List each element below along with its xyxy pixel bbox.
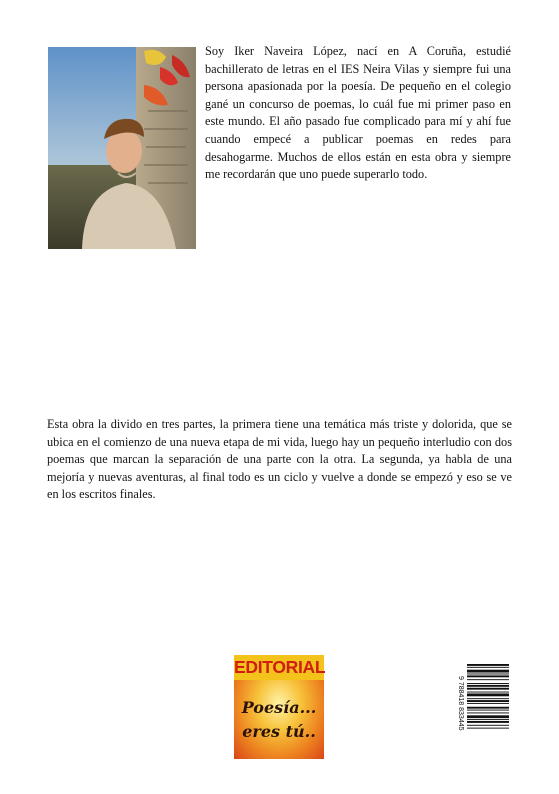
barcode-bar [467,685,509,687]
publisher-logo-header: EDITORIAL [234,655,324,680]
barcode-bar [467,712,509,713]
publisher-logo-body [234,680,324,759]
barcode-bar [467,674,509,675]
barcode-bar [467,693,509,696]
barcode-bar [467,688,509,690]
barcode-bar [467,698,509,699]
barcode-bar [467,721,509,723]
barcode-icon [455,662,511,744]
barcode-bar [467,707,509,709]
barcode-bar [467,664,509,666]
author-bio: Soy Iker Naveira López, nací en A Coruña, estudié bachillerato de letras en el IES Neira Vilas y siempre fui una persona apasionada por la poesía. De pequeño en el colegio gané un concurso de poemas, lo cuál fue mi primer paso en este mundo. El año pasado fue complicado para mí y ahí fue cuando empecé a publicar poemas en redes para desahogarme. Muchos de ellos están en esta obra y siempre me recordarán que uno puede superarlo todo. [205,44,511,182]
author-portrait-icon [48,47,196,249]
publisher-logo-line2: eres tú.. [242,722,316,741]
barcode-bar [467,728,509,729]
book-description: Esta obra la divido en tres partes, la primera tiene una temática más triste y dolorida, que se ubica en el comienzo de una nueva etapa de mi vida, luego hay un pequeño interludio con dos poemas que marcan la separación de una parte con la otra. La segunda, ya habla de una mejoría y nuevas aventuras, al final todo es un ciclo y vuelve a donde se empezó y eso se ve en los escritos finales. [47,417,512,502]
barcode-bar [467,715,509,718]
barcode-bar [467,670,509,673]
barcode-bar [467,725,509,726]
barcode-bar [467,710,509,711]
barcode-bar [467,719,509,720]
barcode-digits: 9 788418 833445 [457,675,464,731]
author-photo [48,47,196,249]
barcode-bar [467,700,509,702]
barcode-bar [467,692,509,693]
barcode-bar [467,683,509,684]
barcode-bar [467,679,509,680]
barcode-bar [467,703,509,704]
barcode-bar [467,675,509,677]
barcode-bar [467,667,509,668]
publisher-logo [234,655,324,759]
publisher-logo-line1: Poesía... [241,698,317,717]
